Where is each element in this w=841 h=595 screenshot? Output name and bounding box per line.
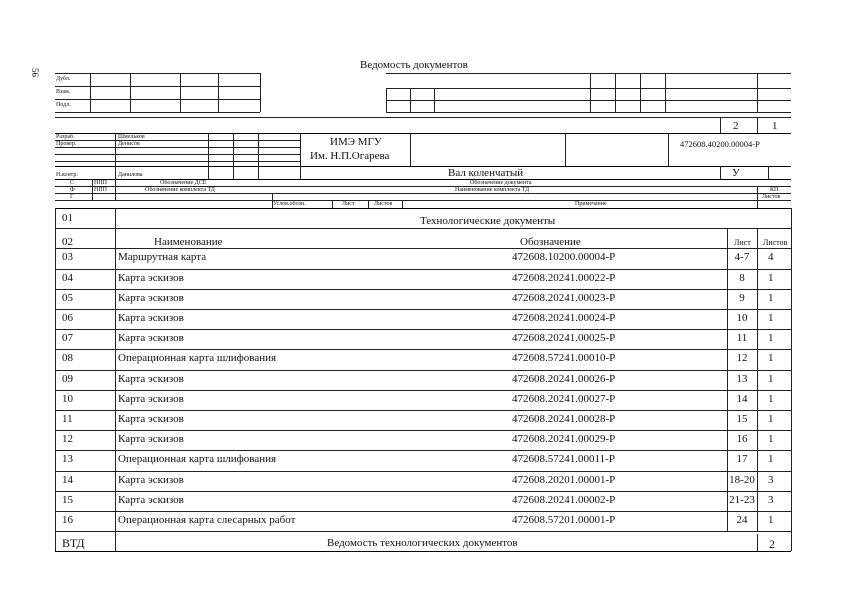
row-num: 14 bbox=[62, 474, 73, 486]
row-num: 07 bbox=[62, 332, 73, 344]
row-code: 472608.10200.00004-Р bbox=[512, 251, 616, 263]
row-name: Карта эскизов bbox=[118, 292, 184, 304]
hdr-listov-1: Листов bbox=[762, 194, 781, 200]
org-line-2: Им. Н.П.Огарева bbox=[310, 150, 390, 162]
row-code: 472608.20241.00024-Р bbox=[512, 312, 616, 324]
row-sheet: 13 bbox=[736, 373, 748, 385]
row-sheet: 18-20 bbox=[729, 474, 755, 486]
section-row-label: Технологические документы bbox=[420, 215, 556, 227]
row-sheet: 21-23 bbox=[729, 494, 755, 506]
document-title: Ведомость документов bbox=[360, 59, 468, 71]
footer-code: ВТД bbox=[62, 536, 85, 550]
row-sheets: 1 bbox=[768, 312, 774, 324]
row-num: 16 bbox=[62, 514, 73, 526]
row-name: Карта эскизов bbox=[118, 474, 184, 486]
hdr-npp-1: НПП bbox=[94, 180, 107, 186]
row-sheets: 3 bbox=[768, 474, 774, 486]
row-num: 03 bbox=[62, 251, 73, 263]
hdr-kp: КП bbox=[770, 187, 779, 193]
row-sheets: 1 bbox=[768, 352, 774, 364]
sig-name-razrab: Шмельков bbox=[118, 134, 145, 140]
hdr-npp-2: НПП bbox=[94, 187, 107, 193]
hdr-dse: Обозначение ДСЕ bbox=[160, 180, 207, 186]
row-sheets: 1 bbox=[768, 332, 774, 344]
page-number: 56 bbox=[30, 68, 40, 77]
row-sheet: 17 bbox=[736, 453, 748, 465]
sheet-number-cell: 2 bbox=[733, 120, 739, 132]
row-sheet: 11 bbox=[736, 332, 748, 344]
row-sheet: 10 bbox=[736, 312, 748, 324]
row-name: Операционная карта шлифования bbox=[118, 352, 277, 364]
sig-name-nkontr: Данилова bbox=[118, 172, 143, 178]
stamp-label-vzam: Взам. bbox=[56, 89, 71, 95]
row-code: 472608.20241.00025-Р bbox=[512, 332, 616, 344]
row-sheets: 1 bbox=[768, 292, 774, 304]
row-name: Маршрутная карта bbox=[118, 251, 207, 263]
row-sheets: 4 bbox=[768, 251, 774, 263]
hdr-td-set-name: Наименование комплекта ТД bbox=[455, 187, 530, 193]
hdr-td-set: Обозначение комплекта ТД bbox=[145, 187, 215, 193]
row-code: 472608.20201.00001-Р bbox=[512, 474, 616, 486]
row-sheet: 9 bbox=[739, 292, 745, 304]
row-sheets: 1 bbox=[768, 453, 774, 465]
row-num: 08 bbox=[62, 352, 73, 364]
part-name: Вал коленчатый bbox=[448, 167, 524, 179]
row-sheets: 1 bbox=[768, 433, 774, 445]
row-sheet: 12 bbox=[736, 352, 748, 364]
hdr-listov-2: Листов bbox=[374, 201, 393, 207]
col-header-sheets: Листов bbox=[763, 238, 788, 247]
row-code: 472608.20241.00023-Р bbox=[512, 292, 616, 304]
row-sheets: 1 bbox=[768, 413, 774, 425]
row-sheet: 14 bbox=[736, 393, 748, 405]
document-code: 472608.40200.00004-Р bbox=[680, 139, 760, 149]
org-line-1: ИМЭ МГУ bbox=[330, 136, 382, 148]
sig-role-nkontr: Н.контр. bbox=[56, 172, 78, 178]
row-sheet: 8 bbox=[739, 272, 745, 284]
row-name: Карта эскизов bbox=[118, 393, 184, 405]
row-name: Операционная карта шлифования bbox=[118, 453, 277, 465]
row-num: 06 bbox=[62, 312, 73, 324]
row-code: 472608.20241.00022-Р bbox=[512, 272, 616, 284]
row-name: Карта эскизов bbox=[118, 272, 184, 284]
footer-sheet: 2 bbox=[769, 537, 775, 551]
row-sheet: 4-7 bbox=[734, 251, 750, 263]
row-num: 11 bbox=[62, 413, 73, 425]
row-code: 472608.57241.00011-Р bbox=[512, 453, 615, 465]
section-row-num: 01 bbox=[62, 212, 73, 224]
row-sheets: 1 bbox=[768, 373, 774, 385]
row-name: Карта эскизов bbox=[118, 312, 184, 324]
row-code: 472608.20241.00026-Р bbox=[512, 373, 616, 385]
row-num: 04 bbox=[62, 272, 73, 284]
col-header-name: Наименование bbox=[154, 236, 223, 248]
row-sheet: 15 bbox=[736, 413, 748, 425]
row-code: 472608.20241.00027-Р bbox=[512, 393, 616, 405]
row-num: 10 bbox=[62, 393, 73, 405]
col-header-sheet: Лист bbox=[734, 238, 751, 247]
sig-role-razrab: Разраб. bbox=[56, 134, 75, 140]
hdr-list: Лист bbox=[342, 201, 355, 207]
row-code: 472608.57201.00001-Р bbox=[512, 514, 616, 526]
row-code: 472608.57241.00010-Р bbox=[512, 352, 616, 364]
row-num: 12 bbox=[62, 433, 73, 445]
hdr-f: Ф bbox=[70, 187, 75, 193]
sheets-total-cell: 1 bbox=[772, 120, 778, 132]
row-code: 472608.20241.00002-Р bbox=[512, 494, 616, 506]
row-sheet: 16 bbox=[736, 433, 748, 445]
row-num: 05 bbox=[62, 292, 73, 304]
row-name: Операционная карта слесарных работ bbox=[118, 514, 296, 526]
row-num: 09 bbox=[62, 373, 73, 385]
sig-name-prover: Денисов bbox=[118, 141, 140, 147]
row-name: Карта эскизов bbox=[118, 373, 184, 385]
hdr-g: Г bbox=[70, 194, 74, 200]
col-header-code: Обозначение bbox=[520, 236, 581, 248]
row-sheets: 1 bbox=[768, 272, 774, 284]
row-sheets: 1 bbox=[768, 514, 774, 526]
hdr-note: Примечание bbox=[575, 201, 607, 207]
hdr-doc-desig: Обозначение документа bbox=[470, 180, 532, 186]
stamp-label-podl: Подл. bbox=[56, 102, 71, 108]
sig-role-prover: Провер. bbox=[56, 141, 77, 147]
part-letter: У bbox=[732, 167, 740, 179]
row-name: Карта эскизов bbox=[118, 413, 184, 425]
stamp-label-dubl: Дубл. bbox=[56, 76, 71, 82]
row-name: Карта эскизов bbox=[118, 433, 184, 445]
row-sheets: 3 bbox=[768, 494, 774, 506]
row-num: 15 bbox=[62, 494, 73, 506]
row-num: 13 bbox=[62, 453, 73, 465]
row-sheet: 24 bbox=[736, 514, 748, 526]
hdr-c: С bbox=[70, 180, 75, 186]
footer-title: Ведомость технологических документов bbox=[327, 537, 518, 549]
row-code: 472608.20241.00029-Р bbox=[512, 433, 616, 445]
row-name: Карта эскизов bbox=[118, 494, 184, 506]
hdr-cond: Услов.обозн. bbox=[273, 201, 306, 207]
row-name: Карта эскизов bbox=[118, 332, 184, 344]
row-sheets: 1 bbox=[768, 393, 774, 405]
columns-row-num: 02 bbox=[62, 236, 73, 248]
row-code: 472608.20241.00028-Р bbox=[512, 413, 616, 425]
